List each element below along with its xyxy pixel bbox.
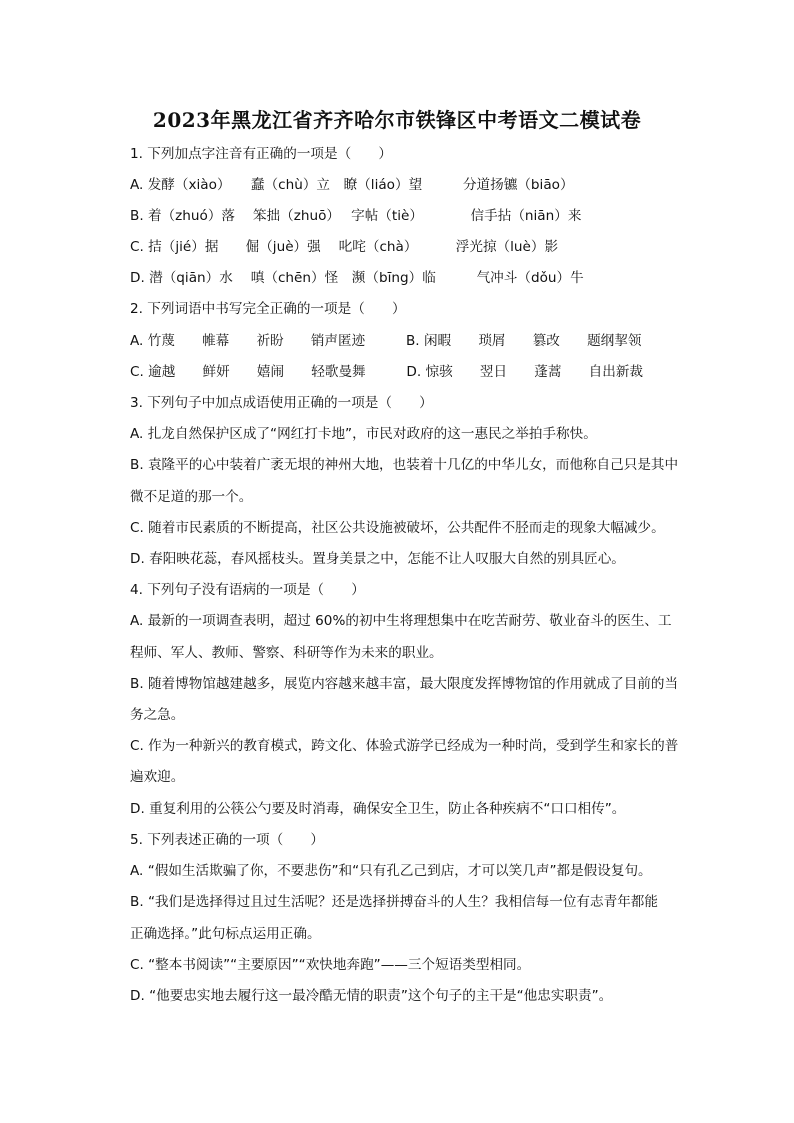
question-2-option-cd: C. 逾越 鲜妍 嬉闹 轻歌曼舞 D. 惊骇 翌日 蓬蒿 自出新裁	[130, 364, 644, 380]
question-3-option-b-cont: 微不足道的那一个。	[130, 489, 253, 505]
question-3-stem: 3. 下列句子中加点成语使用正确的一项是（ ）	[130, 395, 433, 411]
question-5-option-c: C. “整本书阅读”“主要原因”“欢快地奔跑”——三个短语类型相同。	[130, 957, 531, 973]
question-2-option-ab: A. 竹蔑 帷幕 祈盼 销声匿迹 B. 闲暇 琐屑 篡改 题纲挈领	[130, 333, 642, 349]
question-5-stem: 5. 下列表述正确的一项（ ）	[130, 832, 325, 848]
question-2-stem: 2. 下列词语中书写完全正确的一项是（ ）	[130, 301, 406, 317]
question-3-option-c: C. 随着市民素质的不断提高，社区公共设施被破坏，公共配件不胫而走的现象大幅减少。	[130, 520, 665, 536]
question-4-option-c-cont: 遍欢迎。	[130, 769, 185, 785]
question-1-option-b: B. 着（zhuó）落 笨拙（zhuō） 字帖（tiè） 信手拈（niān）来	[130, 208, 582, 224]
question-1-option-d: D. 潜（qiān）水 嗔（chēn）怪 濒（bīng）临 气冲斗（dǒu）牛	[130, 270, 584, 286]
question-1-option-a: A. 发酵（xiào） 蠢（chù）立 瞭（liáo）望 分道扬镳（biāo）	[130, 177, 574, 193]
question-5-option-a: A. “假如生活欺骗了你，不要悲伤”和“只有孔乙己到店，才可以笑几声”都是假设复句。	[130, 863, 652, 879]
exam-title: 2023年黑龙江省齐齐哈尔市铁锋区中考语文二模试卷	[152, 108, 642, 132]
question-5-option-b-cont: 正确选择。”此句标点运用正确。	[130, 926, 321, 942]
question-4-option-d: D. 重复利用的公筷公勺要及时消毒，确保安全卫生，防止各种疾病不“口口相传”。	[130, 801, 626, 817]
question-3-option-d: D. 春阳映花蕊，春风摇枝头。置身美景之中，怎能不让人叹服大自然的别具匠心。	[130, 551, 625, 567]
question-4-option-b: B. 随着博物馆越建越多，展览内容越来越丰富，最大限度发挥博物馆的作用就成了目前的当	[130, 676, 679, 692]
question-5-option-d: D. “他要忠实地去履行这一最冷酷无情的职责”这个句子的主干是“他忠实职责”。	[130, 988, 613, 1004]
question-1-option-c: C. 拮（jié）据 倔（juè）强 叱咤（chà） 浮光掠（luè）影	[130, 239, 559, 255]
question-1-stem: 1. 下列加点字注音有正确的一项是（ ）	[130, 146, 392, 162]
question-3-option-a: A. 扎龙自然保护区成了“网红打卡地”，市民对政府的这一惠民之举拍手称快。	[130, 426, 597, 442]
question-4-option-a-cont: 程师、军人、教师、警察、科研等作为未来的职业。	[130, 645, 443, 661]
question-4-option-b-cont: 务之急。	[130, 707, 185, 723]
question-4-option-a: A. 最新的一项调查表明，超过 60%的初中生将理想集中在吃苦耐劳、敬业奋斗的医生、工	[130, 613, 672, 629]
question-4-stem: 4. 下列句子没有语病的一项是（ ）	[130, 582, 365, 598]
question-5-option-b: B. “我们是选择得过且过生活呢？还是选择拼搏奋斗的人生？我相信每一位有志青年都能	[130, 894, 658, 910]
question-4-option-c: C. 作为一种新兴的教育模式，跨文化、体验式游学已经成为一种时尚，受到学生和家长的普	[130, 738, 679, 754]
question-3-option-b: B. 袁隆平的心中装着广袤无垠的神州大地，也装着十几亿的中华儿女，而他称自己只是其中	[130, 457, 679, 473]
